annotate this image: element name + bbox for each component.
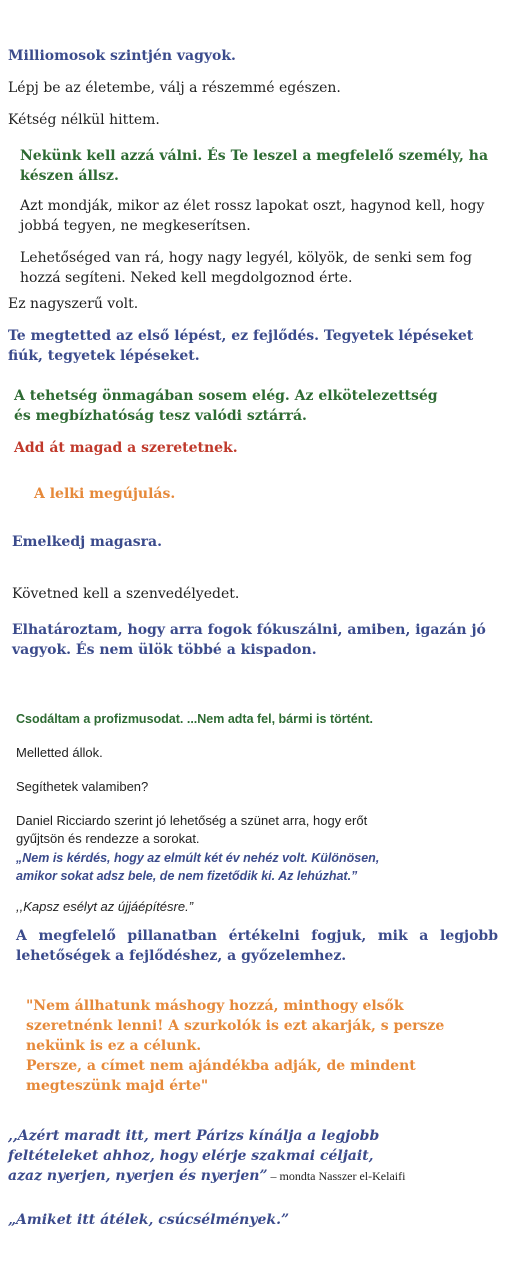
- quote-line: Te megtetted az első lépést, ez fejlődés. Tegyetek lépéseket fiúk, tegyetek lépéseket.: [8, 328, 474, 364]
- quote-line: „Nem is kérdés, hogy az elmúlt két év nehéz volt. Különösen, amikor sokat adsz bele, de nem fizetődik ki. Az lehúzhat.”: [16, 851, 380, 883]
- quote-line: Segíthetek valamiben?: [16, 779, 149, 794]
- quote-line: „Amiket itt átélek, csúcsélmények.”: [8, 1212, 290, 1228]
- quote-line: A lelki megújulás.: [34, 486, 176, 502]
- quote-line: Persze, a címet nem ajándékba adják, de mindent megteszünk majd érte": [26, 1058, 416, 1094]
- quote-line: A megfelelő pillanatban értékelni fogjuk, mik a legjobb lehetőségek a fejlődéshez, a győzelemhez.: [16, 928, 498, 964]
- quote-line: Követned kell a szenvedélyedet.: [12, 586, 240, 602]
- quote-line: A tehetség önmagában sosem elég. Az elkötelezettség és megbízhatóság tesz valódi sztárrá.: [14, 388, 438, 424]
- quote-line: [8, 1126, 408, 1186]
- quote-line: Lépj be az életembe, válj a részemmé egészen.: [8, 80, 341, 96]
- quote-line: "Nem állhatunk máshogy hozzá, minthogy elsők szeretnénk lenni! A szurkolók is ezt akarják, s persze nekünk is ez a célunk.: [26, 998, 445, 1054]
- quote-line: Elhatároztam, hogy arra fogok fókuszálni, amiben, igazán jó vagyok. És nem ülök többé a kispadon.: [12, 622, 486, 658]
- quote-line: Nekünk kell azzá válni. És Te leszel a megfelelő személy, ha készen állsz.: [20, 148, 489, 184]
- quote-text: ,,Azért maradt itt, mert Párizs kínálja a legjobb feltételeket ahhoz, hogy elérje szakmai céljait, azaz nyerjen, nyerjen és nyerjen”: [8, 1128, 380, 1184]
- quote-line: Daniel Ricciardo szerint jó lehetőség a szünet arra, hogy erőt gyűjtsön és rendezze a sorokat.: [16, 813, 368, 846]
- quote-line: Kétség nélkül hittem.: [8, 112, 160, 128]
- quote-line: Csodáltam a profizmusodat. ...Nem adta fel, bármi is történt.: [16, 712, 374, 726]
- quote-line: Melletted állok.: [16, 745, 103, 760]
- quote-attribution: – mondta Nasszer el-Kelaifi: [267, 1169, 406, 1183]
- quote-line: ,,Kapsz esélyt az újjáépítésre.”: [16, 899, 194, 914]
- quote-line: Milliomosok szintjén vagyok.: [8, 48, 236, 64]
- quote-line: Add át magad a szeretetnek.: [14, 440, 238, 456]
- quote-line: Emelkedj magasra.: [12, 534, 162, 550]
- quote-line: Azt mondják, mikor az élet rossz lapokat oszt, hagynod kell, hogy jobbá tegyen, ne megkeserítsen.: [20, 198, 485, 234]
- quote-line: Lehetőséged van rá, hogy nagy legyél, kölyök, de senki sem fog hozzá segíteni. Neked kell megdolgoznod érte.: [20, 250, 472, 286]
- quote-line: Ez nagyszerű volt.: [8, 296, 139, 312]
